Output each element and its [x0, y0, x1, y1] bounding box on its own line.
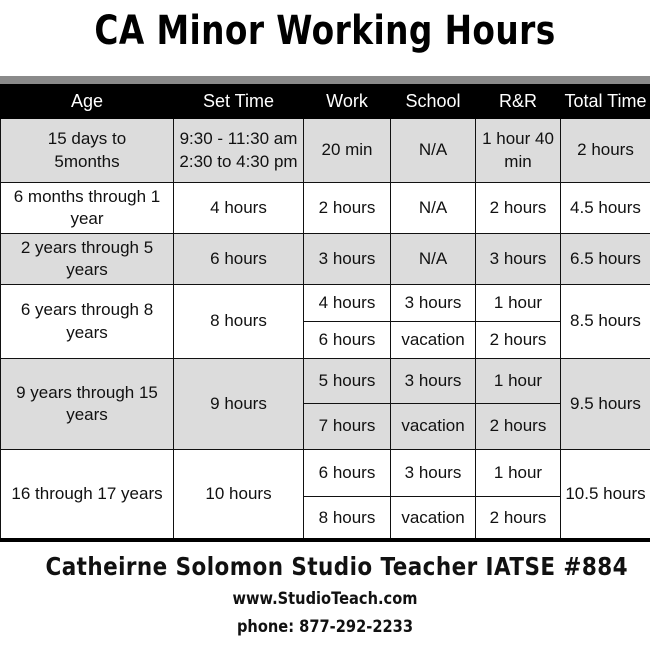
set-time-line: 9:30 - 11:30 am: [179, 129, 298, 149]
age-cell: 6 years through 8 years: [1, 285, 174, 359]
set-time-cell: 8 hours: [174, 285, 304, 359]
work-cell: 5 hours: [304, 359, 391, 404]
working-hours-table: [0, 84, 650, 540]
total-time-cell: 9.5 hours: [561, 359, 650, 450]
age-cell: 6 months through 1 year: [1, 183, 174, 234]
rr-cell: 1 hour: [476, 450, 561, 497]
table-row: [1, 285, 650, 322]
school-cell: vacation: [391, 404, 476, 450]
set-time-cell: [174, 119, 304, 183]
header-rr: R&R: [476, 85, 561, 119]
header-age: Age: [1, 85, 174, 119]
work-cell: 6 hours: [304, 450, 391, 497]
school-cell: vacation: [391, 497, 476, 540]
school-cell: N/A: [391, 234, 476, 285]
rr-cell: 1 hour: [476, 285, 561, 322]
set-time-cell: 4 hours: [174, 183, 304, 234]
total-time-cell: 8.5 hours: [561, 285, 650, 359]
age-cell: 9 years through 15 years: [1, 359, 174, 450]
school-cell: 3 hours: [391, 359, 476, 404]
age-line: 5months: [54, 151, 120, 171]
table-row: [1, 119, 650, 183]
total-time-cell: 6.5 hours: [561, 234, 650, 285]
table-row: [1, 450, 650, 497]
age-cell: [1, 119, 174, 183]
footer-website-link[interactable]: www.StudioTeach.com: [232, 589, 418, 609]
school-cell: N/A: [391, 183, 476, 234]
table-row: [1, 359, 650, 404]
work-cell: 2 hours: [304, 183, 391, 234]
age-line: 15 days to: [47, 129, 127, 149]
age-cell: 16 through 17 years: [1, 450, 174, 540]
set-time-cell: 10 hours: [174, 450, 304, 540]
age-cell: 2 years through 5 years: [1, 234, 174, 285]
rr-cell: 3 hours: [476, 234, 561, 285]
work-cell: 20 min: [304, 119, 391, 183]
footer-phone: phone: 877-292-2233: [236, 617, 414, 637]
bottom-divider: [0, 538, 650, 542]
rr-cell: 1 hour: [476, 359, 561, 404]
table-row: [1, 234, 650, 285]
work-cell: 7 hours: [304, 404, 391, 450]
header-total-time: Total Time: [561, 85, 650, 119]
set-time-line: 2:30 to 4:30 pm: [179, 151, 298, 171]
work-cell: 4 hours: [304, 285, 391, 322]
work-cell: 8 hours: [304, 497, 391, 540]
table-row: [1, 183, 650, 234]
school-cell: vacation: [391, 322, 476, 359]
header-work: Work: [304, 85, 391, 119]
rr-cell: 2 hours: [476, 497, 561, 540]
header-school: School: [391, 85, 476, 119]
header-set-time: Set Time: [174, 85, 304, 119]
table-header-row: [1, 85, 650, 119]
footer-author: Catheirne Solomon Studio Teacher IATSE #884: [45, 552, 629, 581]
page-title: CA Minor Working Hours: [94, 8, 556, 54]
rr-cell: 2 hours: [476, 404, 561, 450]
total-time-cell: 4.5 hours: [561, 183, 650, 234]
total-time-cell: 2 hours: [561, 119, 650, 183]
school-cell: 3 hours: [391, 285, 476, 322]
rr-cell: 1 hour 40 min: [476, 119, 561, 183]
set-time-cell: 6 hours: [174, 234, 304, 285]
work-cell: 6 hours: [304, 322, 391, 359]
school-cell: 3 hours: [391, 450, 476, 497]
rr-cell: 2 hours: [476, 322, 561, 359]
school-cell: N/A: [391, 119, 476, 183]
total-time-cell: 10.5 hours: [561, 450, 650, 540]
set-time-cell: 9 hours: [174, 359, 304, 450]
rr-cell: 2 hours: [476, 183, 561, 234]
work-cell: 3 hours: [304, 234, 391, 285]
